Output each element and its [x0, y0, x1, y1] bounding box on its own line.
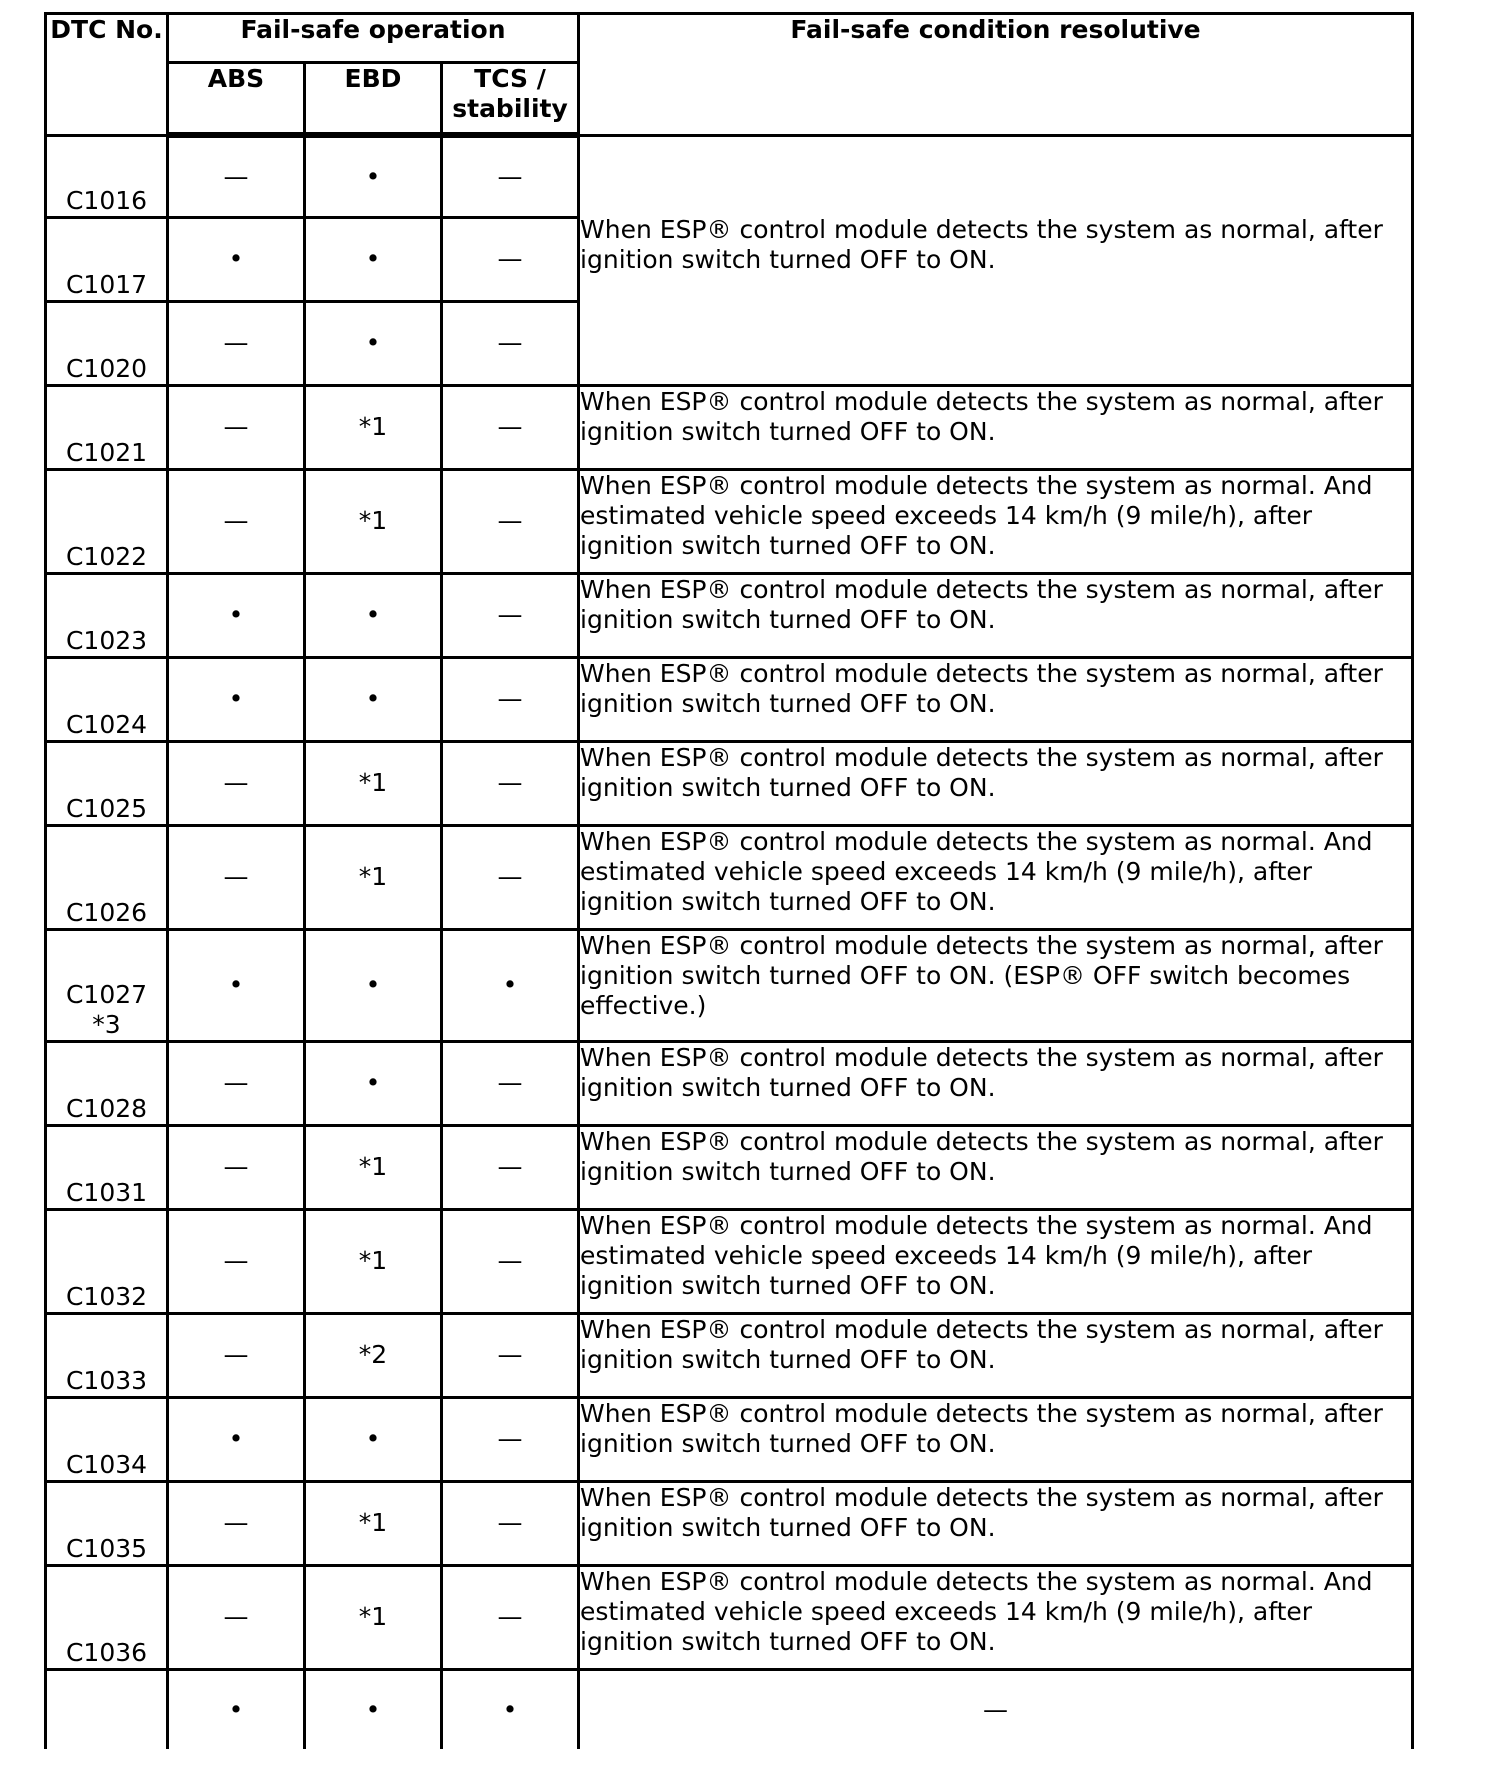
header-tcs-stability: TCS / stability — [442, 63, 579, 136]
tcs-mark: — — [442, 1397, 579, 1481]
condition-text: When ESP® control module detects the system as normal. And estimated vehicle speed exceeds 14 km/h (9 mile/h), after ignition switch turned OFF to ON. — [579, 469, 1413, 573]
ebd-mark: • — [305, 657, 442, 741]
dtc-code-text: C1027 — [65, 979, 148, 1009]
ebd-mark: *2 — [305, 1313, 442, 1397]
dtc-code: C1025 — [46, 741, 168, 825]
table-row — [46, 1125, 1413, 1209]
tcs-mark: • — [442, 929, 579, 1041]
ebd-mark: *1 — [305, 1209, 442, 1313]
abs-mark: — — [168, 1565, 305, 1669]
dtc-code: C1024 — [46, 657, 168, 741]
tcs-mark: — — [442, 217, 579, 301]
condition-text: When ESP® control module detects the system as normal, after ignition switch turned OFF to ON. — [579, 741, 1413, 825]
table-row — [46, 929, 1413, 1041]
ebd-mark: • — [305, 573, 442, 657]
ebd-mark: • — [305, 1397, 442, 1481]
table-row — [46, 573, 1413, 657]
dtc-code: C1017 — [46, 217, 168, 301]
table-row — [46, 385, 1413, 469]
header-ebd: EBD — [305, 63, 442, 136]
dtc-code: C1032 — [46, 1209, 168, 1313]
abs-mark: — — [168, 825, 305, 929]
dtc-code: C1031 — [46, 1125, 168, 1209]
header-dtc-no: DTC No. — [46, 14, 168, 136]
dtc-code: C1021 — [46, 385, 168, 469]
condition-text: When ESP® control module detects the system as normal, after ignition switch turned OFF to ON. — [579, 573, 1413, 657]
tcs-mark: — — [442, 657, 579, 741]
abs-mark: • — [168, 1397, 305, 1481]
table-row — [46, 1313, 1413, 1397]
ebd-mark: *1 — [305, 1565, 442, 1669]
table-row — [46, 469, 1413, 573]
ebd-mark: • — [305, 1669, 442, 1749]
abs-mark: • — [168, 1669, 305, 1749]
tcs-mark: • — [442, 1669, 579, 1749]
ebd-mark: • — [305, 135, 442, 217]
ebd-mark: • — [305, 301, 442, 385]
dtc-code: C1023 — [46, 573, 168, 657]
ebd-mark: *1 — [305, 1125, 442, 1209]
ebd-mark: *1 — [305, 385, 442, 469]
dtc-code: C1022 — [46, 469, 168, 573]
condition-text: When ESP® control module detects the system as normal. And estimated vehicle speed exceeds 14 km/h (9 mile/h), after ignition switch turned OFF to ON. — [579, 1565, 1413, 1669]
abs-mark: — — [168, 301, 305, 385]
condition-text: When ESP® control module detects the system as normal, after ignition switch turned OFF to ON. — [579, 385, 1413, 469]
ebd-mark: *1 — [305, 741, 442, 825]
dtc-code: C1026 — [46, 825, 168, 929]
abs-mark: • — [168, 657, 305, 741]
tcs-mark: — — [442, 1565, 579, 1669]
abs-mark: — — [168, 1041, 305, 1125]
tcs-mark: — — [442, 1209, 579, 1313]
ebd-mark: • — [305, 1041, 442, 1125]
dtc-code: C1016 — [46, 135, 168, 217]
header-fail-safe-operation: Fail-safe operation — [168, 14, 579, 63]
abs-mark: — — [168, 741, 305, 825]
header-abs: ABS — [168, 63, 305, 136]
tcs-mark: — — [442, 825, 579, 929]
tcs-mark: — — [442, 741, 579, 825]
header-condition-resolutive: Fail-safe condition resolutive — [579, 14, 1413, 136]
table-row — [46, 825, 1413, 929]
condition-text: When ESP® control module detects the system as normal, after ignition switch turned OFF to ON. (ESP® OFF switch becomes effective.) — [579, 929, 1413, 1041]
table-row — [46, 657, 1413, 741]
dtc-code-note: *3 — [92, 1009, 121, 1039]
table-row — [46, 1669, 1413, 1749]
dtc-code: C1035 — [46, 1481, 168, 1565]
dtc-code: C1034 — [46, 1397, 168, 1481]
abs-mark: — — [168, 469, 305, 573]
condition-text: When ESP® control module detects the system as normal, after ignition switch turned OFF to ON. — [579, 657, 1413, 741]
dtc-code: C1033 — [46, 1313, 168, 1397]
tcs-mark: — — [442, 573, 579, 657]
dtc-code — [46, 1669, 168, 1749]
tcs-mark: — — [442, 385, 579, 469]
condition-text: When ESP® control module detects the system as normal. And estimated vehicle speed exceeds 14 km/h (9 mile/h), after ignition switch turned OFF to ON. — [579, 825, 1413, 929]
abs-mark: — — [168, 1125, 305, 1209]
dtc-code: C1028 — [46, 1041, 168, 1125]
abs-mark: — — [168, 385, 305, 469]
abs-mark: — — [168, 1313, 305, 1397]
ebd-mark: • — [305, 217, 442, 301]
ebd-mark: *1 — [305, 825, 442, 929]
condition-text: When ESP® control module detects the system as normal, after ignition switch turned OFF to ON. — [579, 135, 1413, 385]
dtc-code: C1020 — [46, 301, 168, 385]
table-row — [46, 1481, 1413, 1565]
dtc-fail-safe-table — [44, 12, 1414, 1749]
abs-mark: — — [168, 135, 305, 217]
condition-text: When ESP® control module detects the system as normal. And estimated vehicle speed exceeds 14 km/h (9 mile/h), after ignition switch turned OFF to ON. — [579, 1209, 1413, 1313]
table-row — [46, 1565, 1413, 1669]
abs-mark: — — [168, 1481, 305, 1565]
ebd-mark: *1 — [305, 1481, 442, 1565]
abs-mark: — — [168, 1209, 305, 1313]
tcs-mark: — — [442, 1125, 579, 1209]
condition-text: When ESP® control module detects the system as normal, after ignition switch turned OFF to ON. — [579, 1041, 1413, 1125]
tcs-mark: — — [442, 135, 579, 217]
condition-text: When ESP® control module detects the system as normal, after ignition switch turned OFF to ON. — [579, 1125, 1413, 1209]
condition-text: When ESP® control module detects the system as normal, after ignition switch turned OFF to ON. — [579, 1313, 1413, 1397]
table-row — [46, 741, 1413, 825]
tcs-mark: — — [442, 301, 579, 385]
tcs-mark: — — [442, 1041, 579, 1125]
ebd-mark: *1 — [305, 469, 442, 573]
condition-text: When ESP® control module detects the system as normal, after ignition switch turned OFF to ON. — [579, 1397, 1413, 1481]
table-row — [46, 1209, 1413, 1313]
condition-text: When ESP® control module detects the system as normal, after ignition switch turned OFF to ON. — [579, 1481, 1413, 1565]
table-row — [46, 135, 1413, 217]
abs-mark: • — [168, 573, 305, 657]
condition-text: — — [579, 1669, 1413, 1749]
abs-mark: • — [168, 217, 305, 301]
tcs-mark: — — [442, 469, 579, 573]
dtc-code: C1036 — [46, 1565, 168, 1669]
abs-mark: • — [168, 929, 305, 1041]
dtc-code — [46, 929, 168, 1041]
table-row — [46, 1397, 1413, 1481]
tcs-mark: — — [442, 1481, 579, 1565]
ebd-mark: • — [305, 929, 442, 1041]
table-row — [46, 1041, 1413, 1125]
tcs-mark: — — [442, 1313, 579, 1397]
